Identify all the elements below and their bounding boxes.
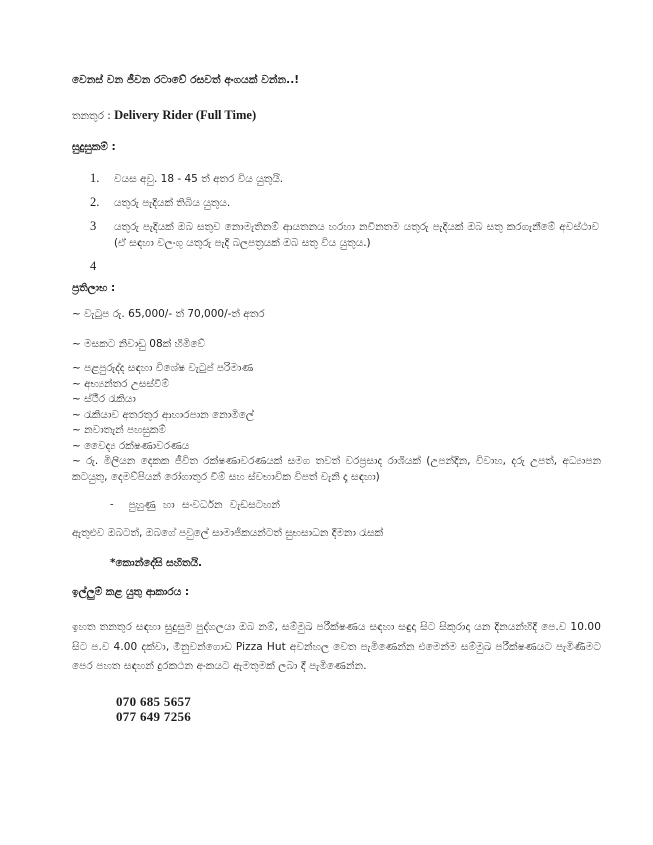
intro-line: වෙනස් වන ජීවන රටාවේ රසවත් අංගයක් වන්න..! <box>72 74 300 86</box>
list-number: 3 <box>90 219 97 233</box>
list-text: වයස අවු. 18 - 45 ත් අතර විය යුතුයි. <box>114 173 284 185</box>
apply-heading: ඉල්ලුම් කළ යුතු ආකාරය : <box>72 586 190 598</box>
benefit-item: ~ පළපුරුද්ද සඳහා විශේෂ වැටුප් පරිමාණ <box>72 362 254 374</box>
training-text: පුහුණු හා සංවර්ධන වැඩසටහන් <box>128 499 280 511</box>
position-value: Delivery Rider (Full Time) <box>114 108 257 122</box>
benefit-item: ~ වෛද්‍ය රක්ෂණාවරණය <box>72 439 190 452</box>
benefit-item: ~ වැටුප රු. 65,000/- ත් 70,000/-ත් අතර <box>72 308 265 320</box>
apply-paragraph: ඉහත තනතුර සඳහා සුදුසුම පුද්ගලයා ඔබ නම්, සම්මුඛ පරීක්ෂණය සඳහා සඳුදා සිට සිකුරාදා යන දිනයන්හිදී පෙ.ව 10.00 සිට ප.ව 4.00 දක්වා, මීනුවන්ගොඩ Pizza Hut අවන්හල වෙත පැමිණෙන්න එමෙන්ම සම්මුඛ පරීක්ෂණයට පැමිණීමට පෙර පහත සඳහන් දුරකථන අංකයට ඇමතුමක් ලබා දී පැමිණෙන්න. <box>72 621 601 672</box>
benefit-item: ~ මසකට නිවාඩු 08ක් හිමිවේ <box>72 337 206 350</box>
benefit-item: ~ රැකියාව අතරතුර ආහාරපාන නොමිලේ <box>72 408 254 421</box>
benefits-heading: ප්‍රතිලාභ : <box>72 282 116 294</box>
list-text: යතුරු පැදියක් ඔබ සතුව නොමැතිනම් ආයතනය හරහා නවීනතම යතුරු පැදියක් ඔබ සතු කරගැනීමේ අවස්ථාව (ඒ සඳහා වලංගු යතුරු පැදි බලපත්‍රයක් ඔබ සතු විය යුතුය.) <box>114 221 599 249</box>
phone-numbers <box>116 694 601 725</box>
benefit-item: ~ අභ්‍යන්තර උසස්වීම් <box>72 377 170 390</box>
benefits-list <box>72 307 601 485</box>
phone-number: 070 685 5657 <box>116 693 192 709</box>
list-text: යතුරු පැදියක් තිබිය යුතුය. <box>114 197 231 209</box>
qualifications-heading: සුදුසුකම් : <box>72 141 116 153</box>
position-label: තනතුර : <box>72 110 111 122</box>
position-line <box>72 108 601 123</box>
welfare-line: ඇතුළුව ඔබටත්, ඔබගේ පවුලේ සාමාජිකයන්ටත් සුභසාධන දීමනා රැසක් <box>72 527 384 539</box>
list-number: 1. <box>90 171 100 185</box>
qualification-item <box>90 219 601 251</box>
conditions-note: *කොන්දේසි සහිතයි. <box>110 557 203 569</box>
dash-bullet-icon: - <box>110 499 114 510</box>
benefit-item: ~ ස්ථීර රැකියා <box>72 393 136 405</box>
qualification-item <box>90 195 601 211</box>
phone-number: 077 649 7256 <box>116 709 192 724</box>
qualification-item <box>90 259 601 274</box>
list-number: 4 <box>90 259 97 273</box>
training-bullet-line <box>110 499 601 512</box>
list-number: 2. <box>90 195 100 209</box>
benefit-item: ~ නවාතැන් පහසුකම් <box>72 424 166 436</box>
qualifications-list <box>90 171 601 274</box>
benefit-item: ~ රු. මිලියන දෙකක ජීවිත රක්ෂණාවරණයක් සමග තවත් වරප්‍රසාද රාශියක් (උපන්දින, විවාහ, දරු උපත්, අධ්‍යාපන කටයුතු, දෙමව්පියන් රෝගාතුර වීම් සහ ස්වභාවික විපත් වැනි දෑ සඳහා) <box>72 455 601 483</box>
qualification-item <box>90 171 601 187</box>
